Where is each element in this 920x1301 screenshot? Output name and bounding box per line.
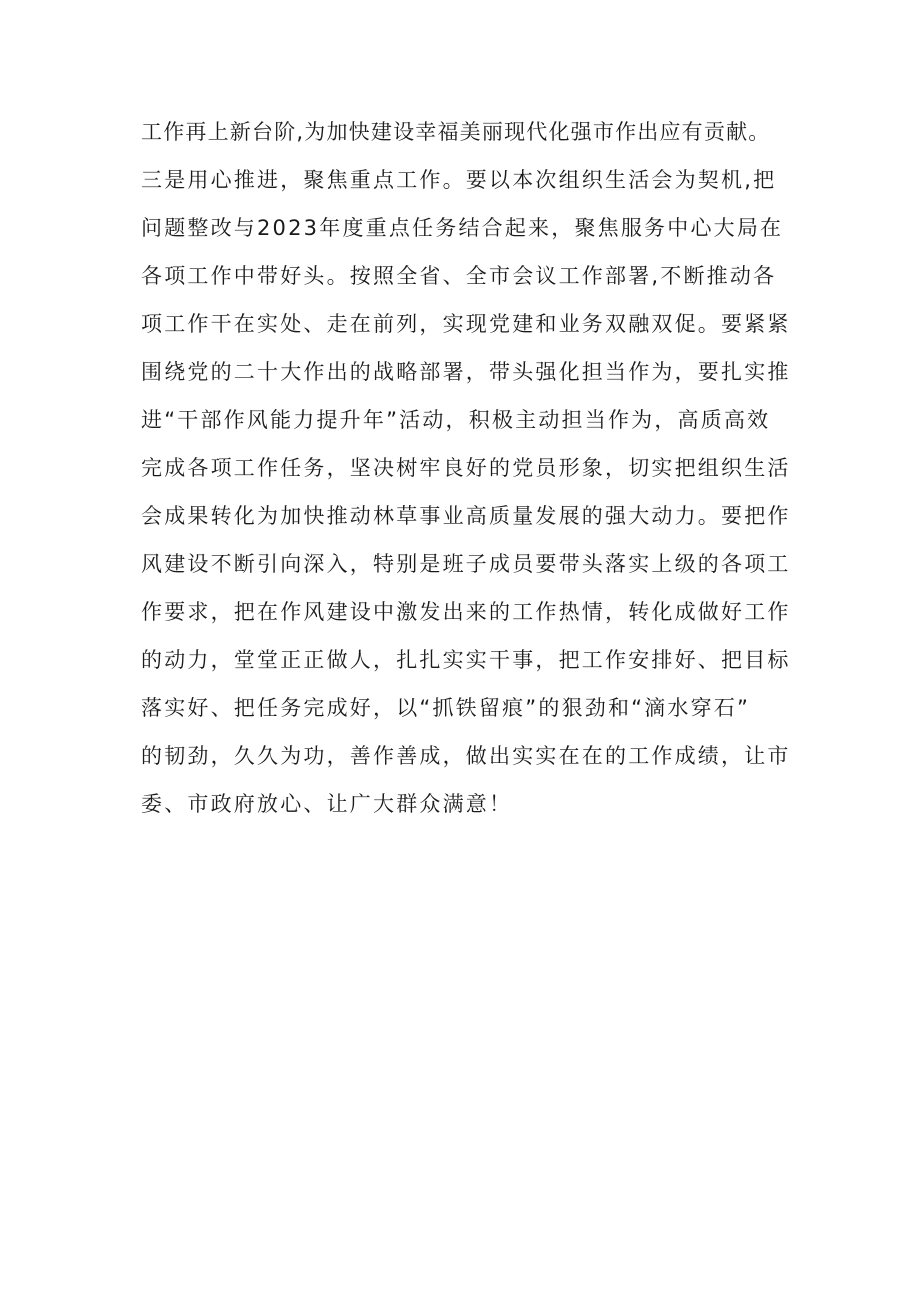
text-line: 会成果转化为加快推动林草事业高质量发展的强大动力。要把作	[141, 504, 791, 528]
body-paragraph	[141, 108, 821, 828]
text-line: 委、市政府放心、让广大群众满意！	[141, 792, 513, 816]
text-line: 进“干部作风能力提升年”活动，积极主动担当作为，高质高效	[141, 408, 771, 432]
text-line: 的动力，堂堂正正做人，扎扎实实干事，把工作安排好、把目标	[141, 648, 791, 672]
text-line: 完成各项工作任务，坚决树牢良好的党员形象，切实把组织生活	[141, 456, 791, 480]
text-line: 风建设不断引向深入，特别是班子成员要带头落实上级的各项工	[141, 552, 791, 576]
text-line: 各项工作中带好头。按照全省、全市会议工作部署,不断推动各	[141, 264, 777, 288]
text-line: 问题整改与2023年度重点任务结合起来，聚焦服务中心大局在	[141, 216, 784, 240]
text-line: 围绕党的二十大作出的战略部署，带头强化担当作为，要扎实推	[141, 360, 791, 384]
text-line: 工作再上新台阶,为加快建设幸福美丽现代化强市作出应有贡献。	[141, 120, 771, 144]
text-line: 作要求，把在作风建设中激发出来的工作热情，转化成做好工作	[141, 600, 791, 624]
text-line: 项工作干在实处、走在前列，实现党建和业务双融双促。要紧紧	[141, 312, 791, 336]
text-line: 三是用心推进，聚焦重点工作。要以本次组织生活会为契机,把	[141, 168, 777, 192]
text-line: 的韧劲，久久为功，善作善成，做出实实在在的工作成绩，让市	[141, 744, 791, 768]
text-line: 落实好、把任务完成好，以“抓铁留痕”的狠劲和“滴水穿石”	[141, 696, 751, 720]
